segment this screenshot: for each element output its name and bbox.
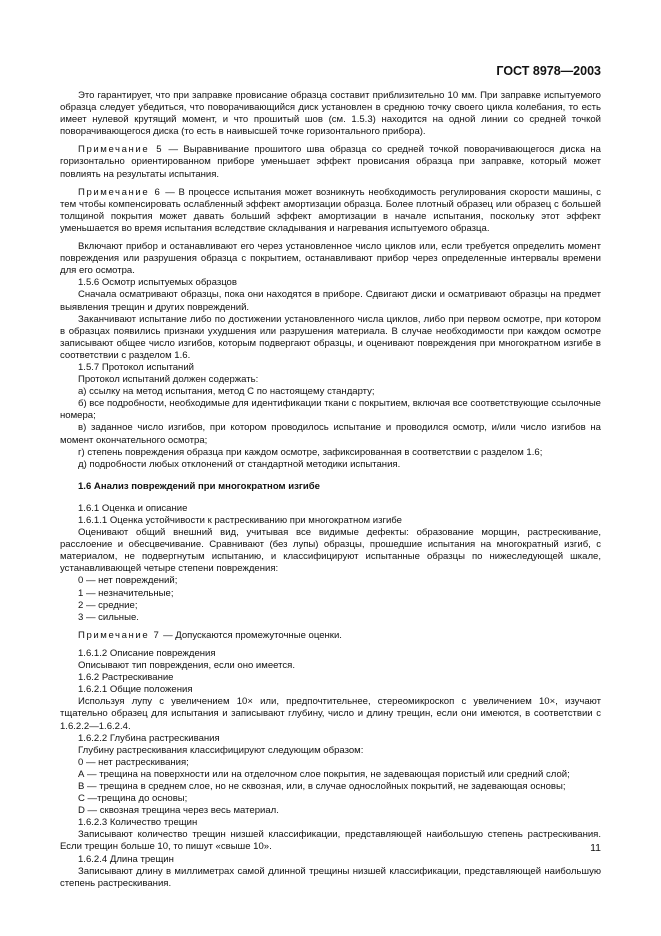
depth-d: D — сквозная трещина через весь материал. — [78, 805, 279, 817]
depth-c: С —трещина до основы; — [78, 793, 188, 805]
list-item-a: а) ссылку на метод испытания, метод С по настоящему стандарту; — [78, 386, 375, 398]
paragraph-crack-length: Записывают длину в миллиметрах самой длинной трещины низшей классификации, представляющей наибольшую степень растрескивания. — [60, 865, 601, 889]
depth-0: 0 — нет растрескивания; — [78, 756, 189, 768]
paragraph-sag: Это гарантирует, что при заправке провисание образца составит приблизительно 10 мм. При заправке испытуемого образца следует убедиться, что поворачивающийся диск установлен в среднюю точку своего цикла колебания, то есть имеет нулевой крутящий момент, и что прошитый шов (см. 1.5.3) находится на одной линии со средней точкой поворачивающегося диска (то есть в наивысшей точке горизонтального прибора). — [60, 90, 601, 138]
note-5-label: Примечание 5 — [78, 144, 164, 156]
section-1-6-2-4-heading: 1.6.2.4 Длина трещин — [78, 853, 174, 865]
note-7-label: Примечание 7 — [78, 629, 161, 641]
grade-0: 0 — нет повреждений; — [78, 575, 178, 587]
section-1-5-6-heading: 1.5.6 Осмотр испытуемых образцов — [78, 277, 237, 289]
grade-3: 3 — сильные. — [78, 611, 139, 623]
note-7-text: — Допускаются промежуточные оценки. — [160, 629, 342, 641]
paragraph-finish-test: Заканчивают испытание либо по достижении установленного числа циклов, либо при первом осмотре, при котором в образцах появились признаки ухудшения или разрушения материала. В случае необходимости при каждом осмотре записывают общее число изгибов, которым подвергают образцы, и оценивают повреждения при многократном изгибе в соответствии с разделом 1.6. — [60, 313, 601, 361]
paragraph-start-device: Включают прибор и останавливают его через установленное число циклов или, если требуется определить момент повреждения или разрушения образца с покрытием, останавливают прибор через определенные интервалы времени для его осмотра. — [60, 241, 601, 277]
section-1-6-1-1-heading: 1.6.1.1 Оценка устойчивости к растрескиванию при многократном изгибе — [78, 515, 402, 526]
paragraph-inspect: Сначала осматривают образцы, пока они находятся в приборе. Сдвигают диски и осматривают образцы на предмет выявления трещин и других повреждений. — [60, 289, 601, 313]
section-1-6-heading: 1.6 Анализ повреждений при многократном изгибе — [78, 480, 320, 492]
section-1-6-1-heading: 1.6.1 Оценка и описание — [78, 502, 188, 514]
paragraph-magnifier: Используя лупу с увеличением 10× или, предпочтительнее, стереомикроскоп с увеличением 10×, изучают тщательно образец для испытания и записывают глубину, число и длину трещин, если они имеются, в соответствии с 1.6.2.2—1.6.2.4. — [60, 696, 601, 732]
depth-a: А — трещина на поверхности или на отделочном слое покрытия, не задевающая пористый или средний слой; — [78, 768, 570, 780]
page-number: 11 — [590, 842, 601, 854]
paragraph-assessment: Оценивают общий внешний вид, учитывая все видимые дефекты: образование морщин, растрескивание, расслоение и обесцвечивание. Сравнивают (без лупы) образцы, прошедшие испытания на многократный изгиб, с материалом, не подвергнутым испытанию, и классифицируют испытанные образцы по нижеследующей шкале, устанавливающей четыре степени повреждения: — [60, 527, 601, 575]
paragraph-describe-damage: Описывают тип повреждения, если оно имеется. — [78, 660, 295, 672]
list-item-g: г) степень повреждения образца при каждом осмотре, зафиксированная в соответствии с разделом 1.6; — [78, 446, 543, 458]
list-item-v: в) заданное число изгибов, при котором проводилось испытание и проводился осмотр, и/или число изгибов на момент окончательного осмотра; — [60, 422, 601, 446]
note-5-text: — Выравнивание прошитого шва образца со средней точкой поворачивающегося диска на горизонтально ориентированном приборе уменьшает эффект провисания образца при заправке, который может повлиять на результаты испытания. — [60, 144, 601, 180]
grade-1: 1 — незначительные; — [78, 587, 174, 599]
note-6-label: Примечание 6 — [78, 186, 162, 198]
section-1-6-2-3-heading: 1.6.2.3 Количество трещин — [78, 817, 198, 829]
note-5 — [60, 144, 601, 180]
note-7 — [60, 630, 601, 642]
document-body — [60, 90, 601, 890]
section-1-6-2-heading: 1.6.2 Растрескивание — [78, 672, 174, 684]
grade-2: 2 — средние; — [78, 599, 138, 611]
paragraph-crack-count: Записывают количество трещин низшей классификации, представляющей наибольшую степень растрескивания. Если трещин больше 10, то пишут «свыше 10». — [60, 829, 601, 853]
note-6 — [60, 187, 601, 235]
section-1-6-1-2-heading: 1.6.1.2 Описание повреждения — [78, 647, 216, 659]
paragraph-depth-classification: Глубину растрескивания классифицируют следующим образом: — [78, 744, 364, 756]
section-1-6-2-1-heading: 1.6.2.1 Общие положения — [78, 684, 193, 696]
standard-header: ГОСТ 8978—2003 — [496, 64, 601, 78]
section-1-6-2-2-heading: 1.6.2.2 Глубина растрескивания — [78, 732, 220, 744]
paragraph-report-contents: Протокол испытаний должен содержать: — [78, 374, 259, 386]
section-1-5-7-heading: 1.5.7 Протокол испытаний — [78, 361, 194, 373]
list-item-b: б) все подробности, необходимые для идентификации ткани с покрытием, включая все соответствующие ссылочные номера; — [60, 398, 601, 422]
list-item-d: д) подробности любых отклонений от стандартной методики испытания. — [78, 458, 401, 470]
note-6-text: — В процессе испытания может возникнуть необходимость регулирования скорости машины, с тем чтобы компенсировать ослабленный эффект амортизации образца. Более плотный образец или образец с большей толщиной покрытия может давать больший эффект амортизации в начале испытания, поскольку этот эффект уменьшается во время испытания вследствие складывания и нагревания испытуемого образца. — [60, 186, 602, 234]
depth-b: В — трещина в среднем слое, но не сквозная, или, в случае однослойных покрытий, не задевающая основы; — [78, 780, 566, 792]
